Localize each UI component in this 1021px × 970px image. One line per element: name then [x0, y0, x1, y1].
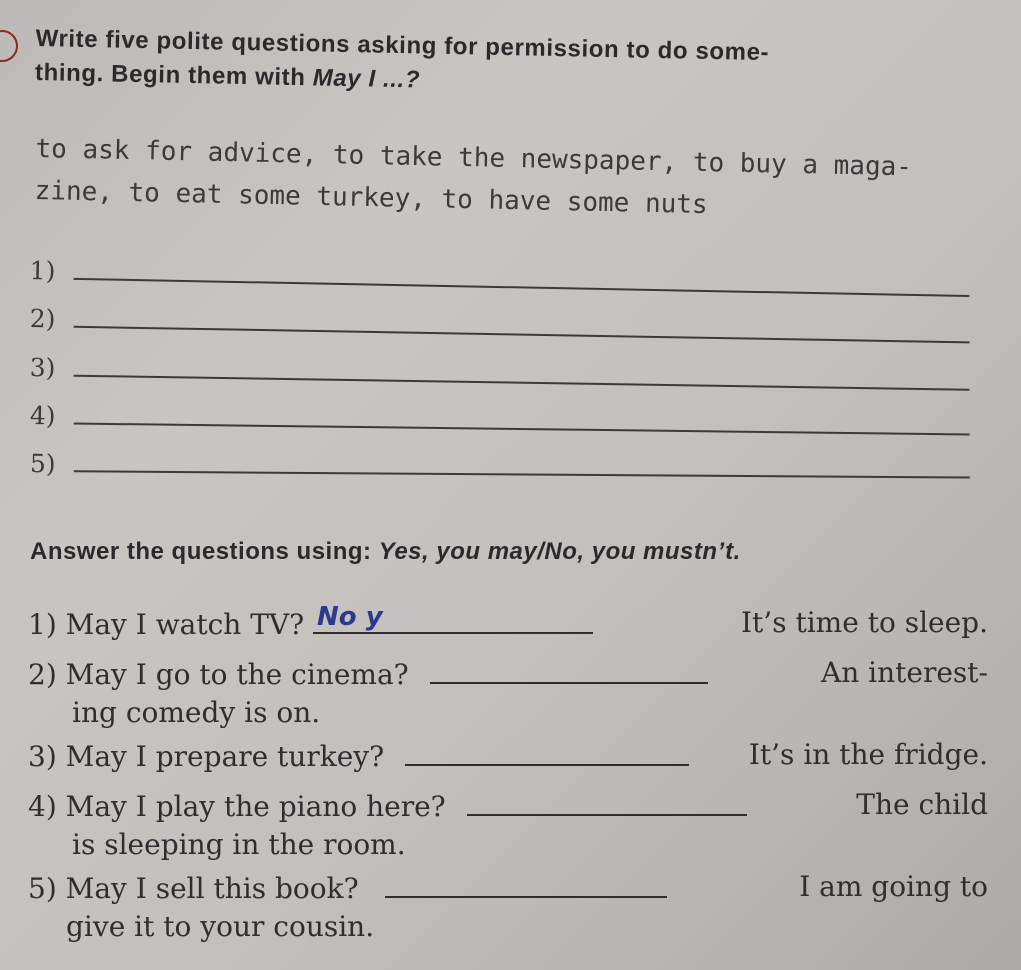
answer-line-1[interactable] — [29, 255, 969, 303]
question-text: May I go to the cinema? — [65, 658, 409, 691]
line-number: 5) — [29, 448, 56, 479]
word-bank-line1: to ask for advice, to take the newspaper, to buy a maga- — [35, 133, 913, 183]
question-number: 5) — [28, 872, 57, 905]
task1-heading-line1: Write five polite questions asking for permission to do some- — [35, 24, 770, 67]
answer-line-5[interactable] — [30, 448, 970, 485]
question-number: 1) — [28, 608, 57, 641]
answer-blank[interactable] — [467, 786, 747, 816]
question-line — [28, 786, 1008, 826]
question-item-1 — [28, 604, 1008, 644]
line-number: 3) — [29, 352, 56, 383]
handwritten-answer: No y — [317, 602, 383, 632]
answer-blank[interactable] — [385, 868, 667, 898]
answer-line-3[interactable] — [30, 352, 970, 397]
question-item-4 — [28, 786, 1008, 864]
task2-heading-text: Answer the questions using: — [30, 538, 379, 565]
writing-line[interactable] — [74, 277, 970, 297]
answer-line-4[interactable] — [30, 400, 970, 441]
question-item-5 — [28, 868, 1008, 946]
task2-heading — [30, 536, 980, 568]
question-item-2 — [28, 654, 1008, 732]
line-number: 4) — [29, 400, 56, 431]
reason-text: An interest- — [820, 656, 988, 689]
question-continuation: give it to your cousin. — [66, 910, 375, 943]
writing-line[interactable] — [74, 422, 970, 436]
reason-text: I am going to — [799, 870, 988, 903]
word-bank-line2: zine, to eat some turkey, to have some nuts — [34, 175, 708, 221]
task1-heading-line2-text: thing. Begin them with — [34, 58, 314, 92]
writing-line[interactable] — [74, 469, 970, 478]
task1-heading — [35, 22, 966, 108]
word-bank — [34, 128, 966, 231]
answer-blank[interactable] — [405, 736, 689, 766]
question-text: May I watch TV? — [65, 608, 305, 641]
question-continuation: is sleeping in the room. — [72, 828, 406, 861]
task-number-circle — [0, 30, 18, 62]
answer-blank[interactable] — [430, 654, 708, 684]
question-continuation: ing comedy is on. — [72, 696, 321, 729]
question-number: 3) — [28, 740, 57, 773]
task2-heading-emphasis: Yes, you may/No, you mustn’t. — [378, 538, 741, 565]
writing-line[interactable] — [74, 325, 970, 344]
question-text: May I sell this book? — [65, 872, 359, 905]
question-number: 4) — [28, 790, 57, 823]
task1-heading-emphasis: May I ...? — [312, 64, 421, 94]
question-text: May I prepare turkey? — [65, 740, 385, 773]
question-line — [28, 868, 1008, 908]
reason-text: It’s time to sleep. — [740, 606, 988, 639]
writing-line[interactable] — [74, 374, 970, 391]
answer-line-2[interactable] — [29, 303, 969, 349]
reason-text: It’s in the fridge. — [748, 738, 988, 771]
reason-text: The child — [856, 788, 988, 821]
question-line — [28, 654, 1008, 694]
question-number: 2) — [28, 658, 57, 691]
line-number: 2) — [29, 303, 56, 334]
answer-blank[interactable] — [313, 604, 593, 634]
question-item-3 — [28, 736, 1008, 776]
question-text: May I play the piano here? — [65, 790, 446, 823]
line-number: 1) — [29, 255, 56, 286]
